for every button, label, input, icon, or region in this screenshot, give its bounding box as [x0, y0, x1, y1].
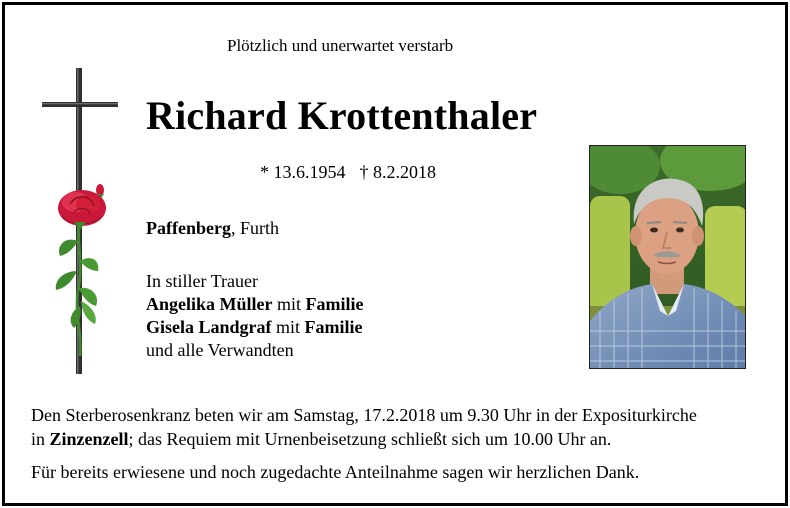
- mourner-name: Gisela Landgraf: [146, 317, 272, 337]
- mourner-family: Familie: [305, 294, 364, 314]
- birth-date: * 13.6.1954: [260, 162, 346, 182]
- service-prefix: in: [31, 429, 50, 449]
- service-line-1: Den Sterberosenkranz beten wir am Samstag, 17.2.2018 um 9.30 Uhr in der Expositurkirche: [31, 405, 697, 425]
- thanks-paragraph: Für bereits erwiesene und noch zugedachte Anteilnahme sagen wir herzlichen Dank.: [31, 462, 640, 482]
- mourners-line-2: [146, 293, 364, 316]
- mourner-with: mit: [272, 294, 306, 314]
- mourner-family: Familie: [304, 317, 363, 337]
- service-rest: ; das Requiem mit Urnenbeisetzung schließt sich um 10.00 Uhr an.: [128, 429, 612, 449]
- residence: [146, 218, 279, 239]
- death-date: † 8.2.2018: [359, 162, 436, 182]
- cross-with-rose-icon: [40, 66, 120, 378]
- service-line-2: [31, 427, 697, 451]
- residence-town: Paffenberg: [146, 218, 231, 238]
- mourners-line-4: und alle Verwandten: [146, 340, 294, 360]
- mourners-line-3: [146, 316, 364, 339]
- residence-rest: , Furth: [230, 218, 279, 238]
- service-church-town: Zinzenzell: [49, 429, 129, 449]
- deceased-name: Richard Krottenthaler: [146, 93, 538, 138]
- mourners-block: [146, 270, 364, 362]
- service-paragraph: [31, 403, 697, 451]
- mourners-line-1: In stiller Trauer: [146, 271, 258, 291]
- mourner-name: Angelika Müller: [146, 294, 273, 314]
- portrait-photo: [589, 145, 746, 369]
- life-dates: [260, 162, 436, 183]
- intro-text: Plötzlich und unerwartet verstarb: [227, 36, 454, 55]
- mourner-with: mit: [271, 317, 305, 337]
